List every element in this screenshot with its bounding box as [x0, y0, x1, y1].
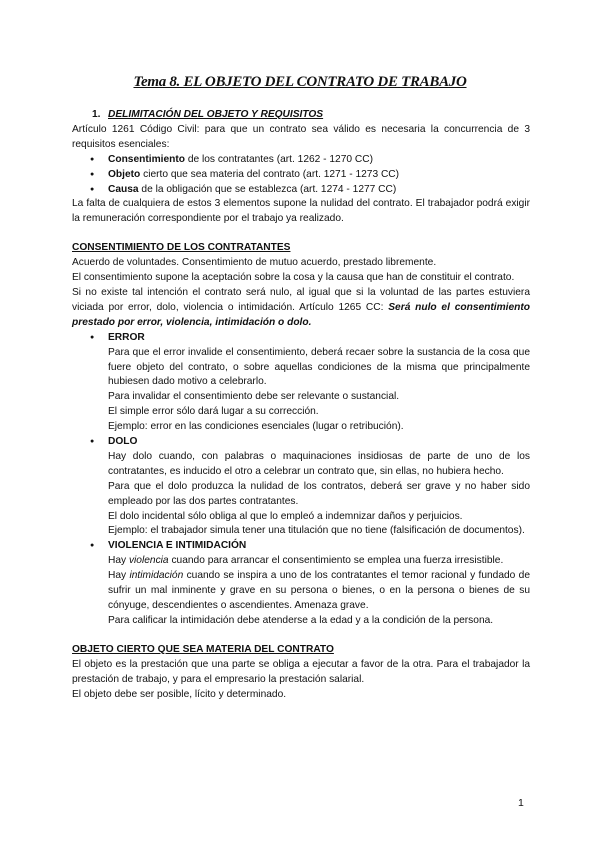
paragraph: El dolo incidental sólo obliga al que lo empleó a indemnizar daños y perjuicios.: [108, 510, 463, 522]
vices-list: [72, 331, 530, 629]
page-number: 1: [518, 797, 524, 809]
list-item-text: cierto que sea materia del contrato (art. 1271 - 1273 CC): [140, 168, 400, 180]
list-item-label: Consentimiento: [108, 153, 185, 165]
paragraph: [108, 554, 530, 569]
list-item-dolo: [72, 435, 530, 539]
paragraph: El objeto es la prestación que una parte se obliga a ejecutar a favor de la otra. Para el trabajador la prestación de trabajo, y para el empresario la prestación salarial.: [72, 658, 530, 685]
paragraph: Para que el error invalide el consentimiento, deberá recaer sobre la sustancia de la cosa que fuere objeto del contrato, o sobre aquellas condiciones de la misma que principalmente hubiesen dado motivo a celebrarlo.: [108, 346, 530, 388]
paragraph: Para calificar la intimidación debe atenderse a la edad y a la condición de la persona.: [108, 614, 494, 626]
text: Hay: [108, 555, 129, 567]
list-item: [72, 153, 530, 168]
paragraph: Acuerdo de voluntades. Consentimiento de mutuo acuerdo, prestado libremente.: [72, 257, 437, 269]
document-body: [72, 108, 530, 702]
paragraph: Artículo 1261 Código Civil: para que un contrato sea válido es necesaria la concurrencia de 3 requisitos esenciales:: [72, 123, 530, 150]
list-item: [72, 183, 530, 198]
paragraph: El consentimiento supone la aceptación sobre la cosa y la causa que han de constituir el contrato.: [72, 272, 515, 284]
list-item-violencia: [72, 539, 530, 628]
text: cuando para arrancar el consentimiento se emplea una fuerza irresistible.: [168, 555, 504, 567]
list-item-label: Causa: [108, 183, 139, 195]
paragraph: La falta de cualquiera de estos 3 elementos supone la nulidad del contrato. El trabajador podrá exigir la remuneración correspondiente por el trabajo ya realizado.: [72, 198, 530, 225]
subsection-heading: OBJETO CIERTO QUE SEA MATERIA DEL CONTRATO: [72, 643, 334, 655]
section-number: 1.: [92, 109, 101, 120]
text: Hay: [108, 570, 130, 582]
list-item-error: [72, 331, 530, 435]
list-item-text: de la obligación que se establezca (art. 1274 - 1277 CC): [138, 183, 397, 195]
term: violencia: [128, 555, 169, 567]
list-item: [72, 168, 530, 183]
text: cuando se inspira a uno de los contratantes el temor racional y fundado de sufrir un mal inminente y grave en su persona o bienes, o en la persona o bienes de su cónyuge, descendientes o ascendientes. Amenaza grave.: [108, 570, 530, 611]
paragraph: Para invalidar el consentimiento debe ser relevante o sustancial.: [108, 391, 400, 403]
legal-quote: Será nulo el consentimiento prestado por error, violencia, intimidación o dolo.: [72, 301, 530, 328]
term: intimidación: [129, 570, 184, 582]
subsection-heading: CONSENTIMIENTO DE LOS CONTRATANTES: [72, 242, 291, 254]
list-item-text: de los contratantes (art. 1262 - 1270 CC): [184, 153, 373, 165]
list-item-label: VIOLENCIA E INTIMIDACIÓN: [108, 540, 247, 552]
paragraph: El simple error sólo dará lugar a su corrección.: [108, 406, 319, 418]
paragraph: [72, 286, 530, 331]
list-item-label: DOLO: [108, 436, 138, 448]
paragraph: Hay dolo cuando, con palabras o maquinaciones insidiosas de parte de uno de los contratantes, es inducido el otro a celebrar un contrato que, sin ellas, no hubiera hecho.: [108, 450, 530, 477]
paragraph: Ejemplo: el trabajador simula tener una titulación que no tiene (falsificación de documentos).: [108, 525, 525, 537]
section-heading-text: DELIMITACIÓN DEL OBJETO Y REQUISITOS: [108, 109, 324, 120]
document-title: Tema 8. EL OBJETO DEL CONTRATO DE TRABAJO: [133, 74, 467, 90]
paragraph: El objeto debe ser posible, lícito y determinado.: [72, 688, 287, 700]
section-heading: [72, 108, 530, 123]
paragraph: Para que el dolo produzca la nulidad de los contratos, deberá ser grave y no haber sido empleado por las dos partes contratantes.: [108, 480, 530, 507]
paragraph: [108, 569, 530, 614]
paragraph-text: Si no existe tal intención el contrato será nulo, al igual que si la voluntad de las partes estuviera viciada por error, dolo, violencia o intimidación. Artículo 1265 CC:: [72, 286, 530, 313]
requirements-list: [72, 153, 530, 198]
list-item-label: Objeto: [108, 168, 141, 180]
paragraph: Ejemplo: error en las condiciones esenciales (lugar o retribución).: [108, 421, 404, 433]
list-item-label: ERROR: [108, 331, 145, 343]
